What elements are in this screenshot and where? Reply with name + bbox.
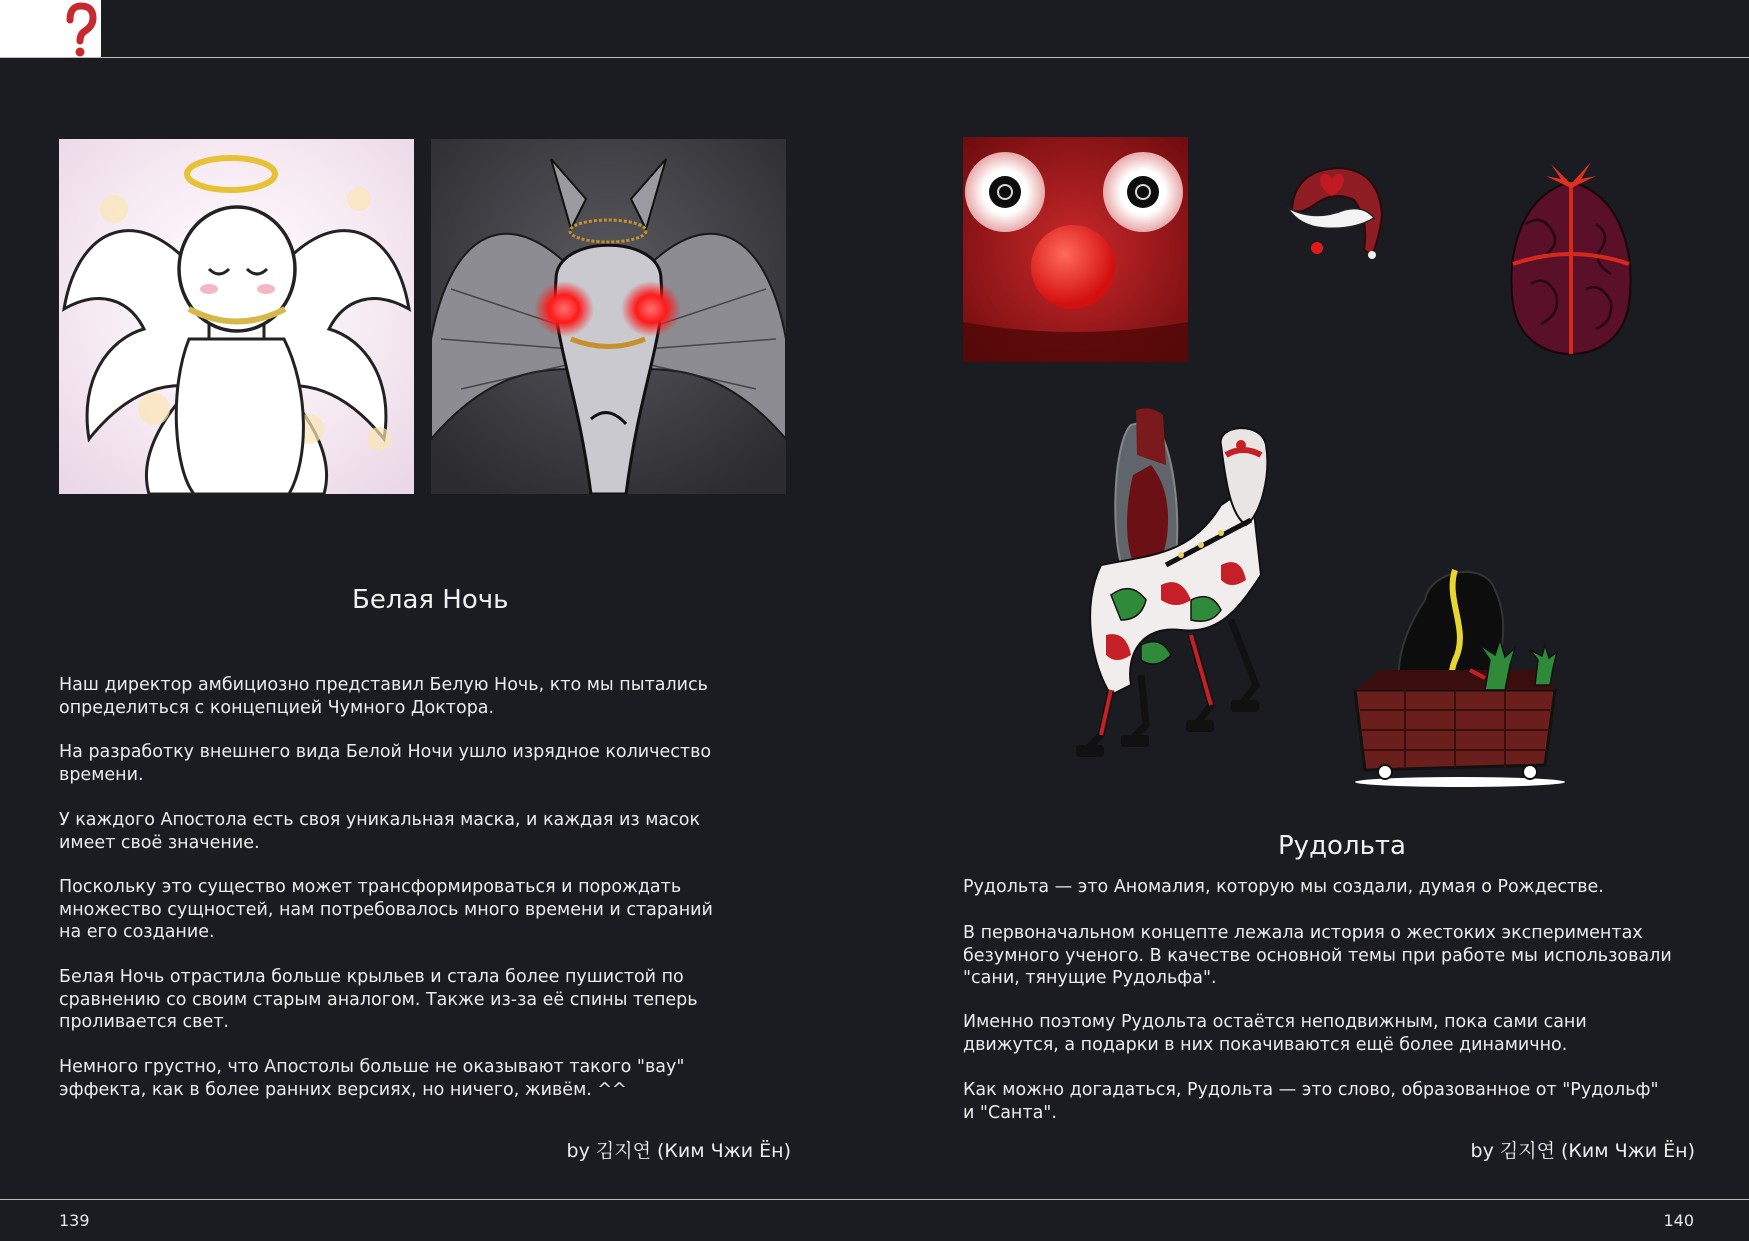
logo	[0, 0, 101, 58]
right-paragraph-1: Рудольта — это Аномалия, которую мы создали, думая о Рождестве.	[963, 877, 1604, 897]
rudolta-sleigh-art	[1345, 560, 1575, 790]
right-paragraph-3: Именно поэтому Рудольта остаётся неподвижным, пока сами сани движутся, а подарки в них покачиваются ещё более динамично.	[963, 1012, 1587, 1055]
rudolta-creature-art	[1071, 405, 1331, 780]
left-paragraph-5: Белая Ночь отрастила больше крыльев и стала более пушистой по сравнению со своим старым аналогом. Также из-за её спины теперь проливается свет.	[59, 967, 698, 1032]
rudolta-gift-sack-art	[1501, 154, 1641, 356]
left-byline: by 김지연 (Ким Чжи Ён)	[566, 1140, 791, 1162]
left-paragraph-3: У каждого Апостола есть своя уникальная маска, и каждая из масок имеет своё значение.	[59, 810, 701, 853]
header-divider	[0, 57, 1749, 58]
right-paragraph-4: Как можно догадаться, Рудольта — это слово, образованное от "Рудольф" и "Санта".	[963, 1080, 1659, 1123]
white-night-dark-art	[431, 139, 786, 494]
question-mark-icon	[0, 0, 101, 58]
page-number-left: 139	[59, 1211, 90, 1230]
rudolta-title: Рудольта	[1278, 831, 1406, 861]
rudolta-hat-art	[1284, 160, 1390, 260]
right-byline: by 김지연 (Ким Чжи Ён)	[1470, 1140, 1695, 1162]
right-paragraph-2: В первоначальном концепте лежала история о жестоких экспериментах безумного ученого. В качестве основной темы при работе мы использовали "сани, тянущие Рудольфа".	[963, 923, 1672, 988]
footer-divider	[0, 1199, 1749, 1200]
left-paragraph-4: Поскольку это существо может трансформироваться и порождать множество сущностей, нам потребовалось много времени и стараний на его создание.	[59, 877, 713, 942]
rudolta-face-art	[963, 137, 1188, 362]
left-paragraph-1: Наш директор амбициозно представил Белую Ночь, кто мы пытались определиться с концепцией Чумного Доктора.	[59, 675, 708, 718]
white-night-title: Белая Ночь	[352, 585, 509, 615]
white-night-art	[59, 139, 414, 494]
page-header	[0, 0, 1749, 58]
page-number-right: 140	[1663, 1211, 1694, 1230]
left-paragraph-6: Немного грустно, что Апостолы больше не оказывают такого "вау" эффекта, как в более ранних версиях, но ничего, живём. ^^	[59, 1057, 685, 1100]
left-paragraph-2: На разработку внешнего вида Белой Ночи ушло изрядное количество времени.	[59, 742, 712, 785]
